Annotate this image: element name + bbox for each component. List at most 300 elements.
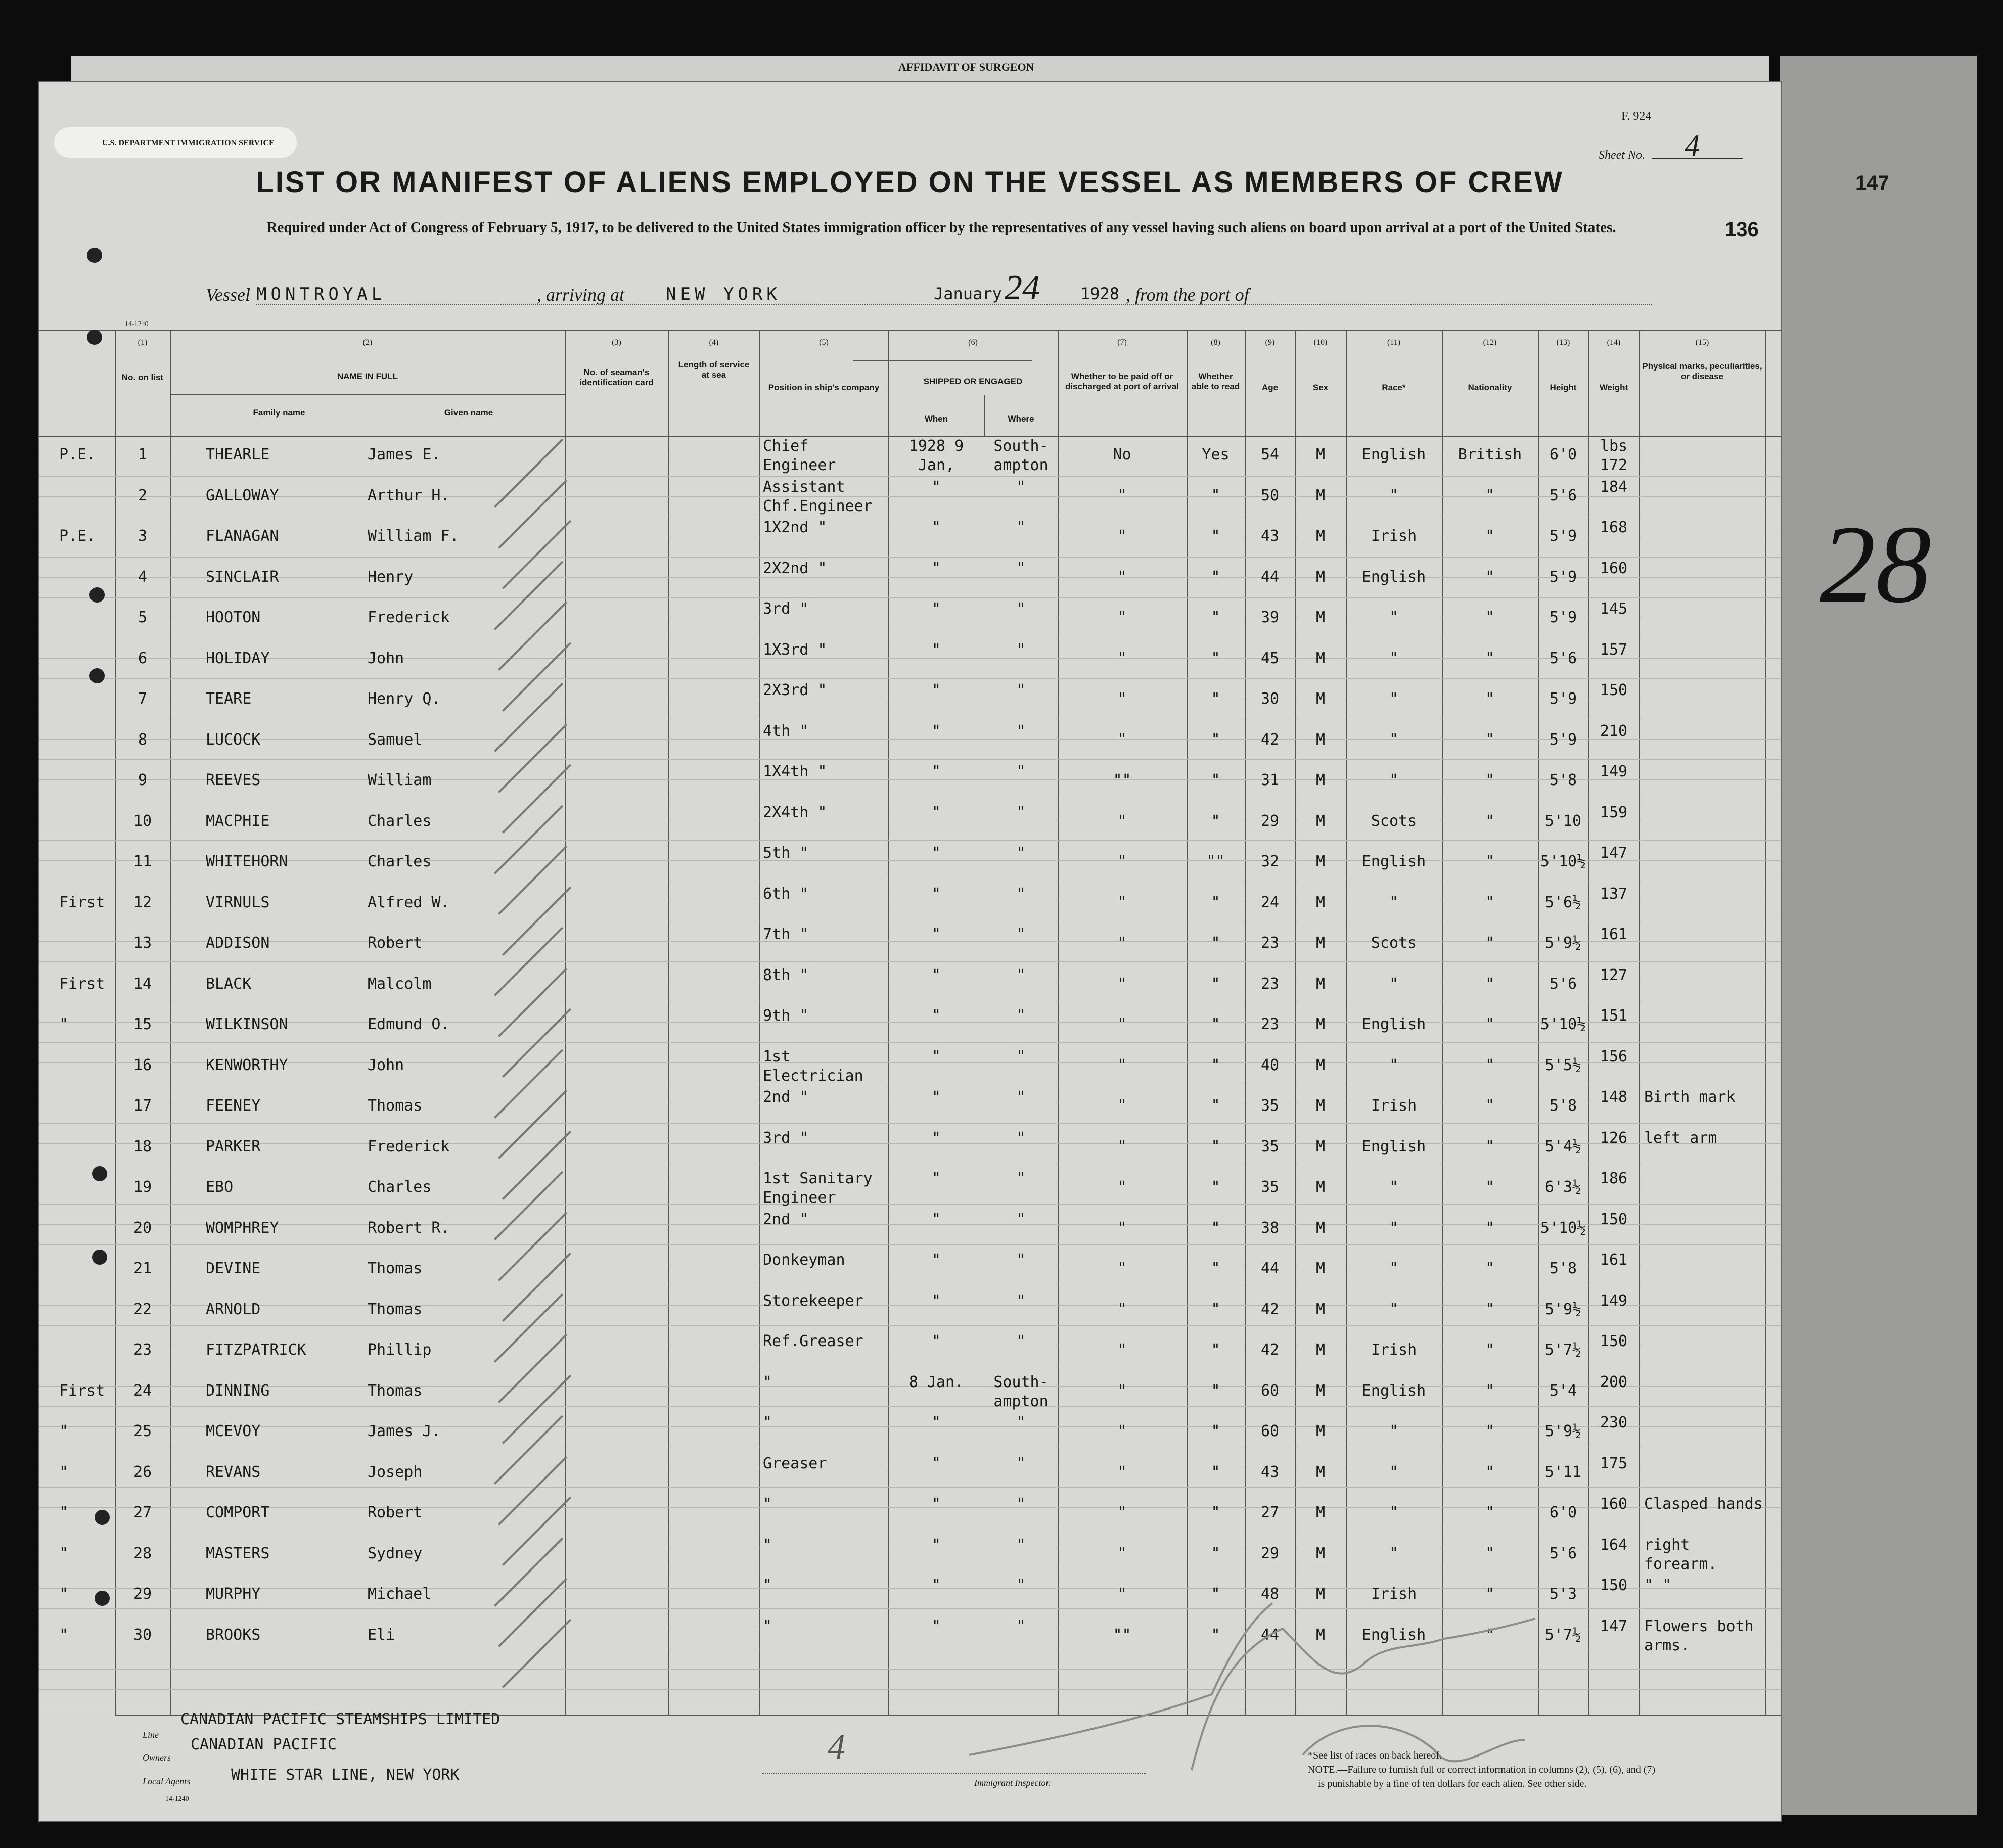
colnum-2: (2) xyxy=(362,338,373,347)
cell-height: 5'9 xyxy=(1549,527,1577,545)
cell-race: Irish xyxy=(1371,1341,1417,1359)
cell-height: 5'9½ xyxy=(1544,1422,1582,1440)
cell-given: Henry Q. xyxy=(368,690,441,708)
cell-given: Thomas xyxy=(368,1097,423,1115)
cell-position: 1X3rd " xyxy=(763,640,827,659)
cell-family: HOLIDAY xyxy=(206,649,270,667)
cell-given: Malcolm xyxy=(368,975,432,993)
cell-when: " xyxy=(931,1414,941,1431)
cell-paid: " xyxy=(1117,486,1127,504)
cell-position: 2X4th " xyxy=(763,803,827,821)
colnum-1: (1) xyxy=(138,338,148,347)
cell-race: " xyxy=(1389,1422,1399,1440)
cell-when: " xyxy=(931,559,941,577)
binder-hole xyxy=(87,248,102,263)
cell-age: 29 xyxy=(1260,812,1280,830)
cell-nat: " xyxy=(1485,1300,1495,1318)
cell-age: 32 xyxy=(1260,853,1280,870)
cell-no: 11 xyxy=(133,853,152,870)
cell-sex: M xyxy=(1315,1056,1326,1074)
cell-race: " xyxy=(1389,690,1399,708)
owners-name: CANADIAN PACIFIC xyxy=(191,1736,337,1753)
cell-family: COMPORT xyxy=(206,1504,270,1521)
cell-age: 40 xyxy=(1260,1056,1280,1074)
cell-nat: " xyxy=(1485,975,1495,993)
cell-when: " xyxy=(931,926,941,943)
adjacent-page-strip xyxy=(1780,56,1977,1815)
cell-position: " xyxy=(763,1536,772,1554)
cell-given: Robert xyxy=(368,1504,423,1521)
cell-no: 1 xyxy=(138,446,148,464)
cell-given: Joseph xyxy=(368,1463,423,1481)
cell-read: " xyxy=(1211,1585,1220,1603)
cell-position: Assistant Chf.Engineer xyxy=(763,478,873,515)
cell-nat: " xyxy=(1485,934,1495,952)
cell-paid: " xyxy=(1117,1178,1127,1196)
cell-height: 5'9½ xyxy=(1544,1300,1582,1318)
cell-read: " xyxy=(1211,690,1220,708)
cell-paid: " xyxy=(1117,1056,1127,1074)
hdr-age: Age xyxy=(1261,383,1279,392)
cell-nat: " xyxy=(1485,771,1495,789)
cell-weight: 186 xyxy=(1600,1170,1628,1187)
grid-line xyxy=(39,1244,1781,1245)
binder-hole xyxy=(92,1166,107,1181)
cell-mark: " xyxy=(59,1015,69,1033)
cell-age: 44 xyxy=(1260,568,1280,586)
table-top-border xyxy=(39,330,1781,331)
cell-family: SINCLAIR xyxy=(206,568,279,586)
cell-given: James E. xyxy=(368,446,441,464)
cell-position: 2X2nd " xyxy=(763,559,827,577)
cell-race: " xyxy=(1389,1219,1399,1237)
cell-family: DEVINE xyxy=(206,1260,261,1277)
form-code-bottom: 14-1240 xyxy=(165,1795,189,1803)
cell-phys: Flowers both arms. xyxy=(1644,1617,1754,1654)
cell-age: 38 xyxy=(1260,1219,1280,1237)
cell-no: 25 xyxy=(133,1422,152,1440)
cell-age: 39 xyxy=(1260,609,1280,626)
binder-hole xyxy=(92,1250,107,1265)
cell-paid: " xyxy=(1117,1544,1127,1562)
cell-race: " xyxy=(1389,1463,1399,1481)
grid-line xyxy=(39,476,1781,477)
cell-given: Phillip xyxy=(368,1341,432,1359)
cell-family: MACPHIE xyxy=(206,812,270,830)
cell-race: " xyxy=(1389,771,1399,789)
cell-where: " xyxy=(1016,1088,1026,1106)
cell-height: 5'6½ xyxy=(1544,893,1582,911)
footnote-note: NOTE.—Failure to furnish full or correct information in columns (2), (5), (6), and (7) xyxy=(1308,1764,1656,1775)
cell-position: 1st Sanitary Engineer xyxy=(763,1170,873,1207)
cell-mark: " xyxy=(59,1626,69,1644)
cell-family: THEARLE xyxy=(206,446,270,464)
cell-family: REEVES xyxy=(206,771,261,789)
arrival-year: 1928 xyxy=(1080,284,1120,303)
cell-age: 35 xyxy=(1260,1137,1280,1156)
cell-sex: M xyxy=(1315,1178,1326,1196)
cell-read: " xyxy=(1211,1097,1220,1115)
cell-race: " xyxy=(1389,1504,1399,1521)
cell-family: FLANAGAN xyxy=(206,527,279,545)
cell-race: " xyxy=(1389,730,1399,749)
cell-when: " xyxy=(931,1454,941,1472)
cell-family: GALLOWAY xyxy=(206,486,279,504)
top-label: AFFIDAVIT OF SURGEON xyxy=(898,61,1034,73)
cell-where: " xyxy=(1016,640,1026,659)
cell-height: 6'0 xyxy=(1549,1504,1577,1521)
cell-read: " xyxy=(1211,812,1220,830)
cell-race: English xyxy=(1361,1015,1426,1033)
dept-stamp-torn xyxy=(54,127,297,158)
page-title: LIST OR MANIFEST OF ALIENS EMPLOYED ON THE VESSEL AS MEMBERS OF CREW xyxy=(256,166,1564,199)
colnum-4: (4) xyxy=(709,338,719,347)
cell-no: 12 xyxy=(133,893,152,911)
cell-no: 22 xyxy=(133,1300,152,1318)
page-number-left: 136 xyxy=(1725,218,1759,241)
cell-position: Chief Engineer xyxy=(763,437,836,474)
cell-read: " xyxy=(1211,1015,1220,1033)
vessel-name: MONTROYAL xyxy=(256,284,386,304)
cell-weight: 151 xyxy=(1600,1007,1628,1025)
cell-when: " xyxy=(931,1536,941,1554)
cell-where: " xyxy=(1016,1454,1026,1472)
cell-paid: " xyxy=(1117,1097,1127,1115)
cell-family: EBO xyxy=(206,1178,234,1196)
cell-paid: " xyxy=(1117,649,1127,667)
binder-hole xyxy=(87,330,102,345)
cell-where: " xyxy=(1016,681,1026,699)
cell-position: Ref.Greaser xyxy=(763,1332,863,1350)
cell-family: DINNING xyxy=(206,1381,270,1400)
cell-nat: " xyxy=(1485,893,1495,911)
grid-line xyxy=(39,961,1781,962)
cell-height: 5'7½ xyxy=(1544,1626,1582,1644)
cell-when: " xyxy=(931,1617,941,1635)
cell-position: 3rd " xyxy=(763,1129,809,1147)
inspector-mark: 4 xyxy=(828,1728,845,1767)
cell-mark: " xyxy=(59,1544,69,1562)
cell-family: ARNOLD xyxy=(206,1300,261,1318)
cell-no: 17 xyxy=(133,1097,152,1115)
cell-weight: 150 xyxy=(1600,681,1628,699)
cell-read: " xyxy=(1211,609,1220,626)
cell-given: Alfred W. xyxy=(368,893,450,911)
arrival-day: 24 xyxy=(1005,268,1040,307)
cell-nat: " xyxy=(1485,1504,1495,1521)
cell-nat: British xyxy=(1458,446,1522,464)
cell-paid: " xyxy=(1117,730,1127,749)
cell-read: " xyxy=(1211,486,1220,504)
cell-no: 14 xyxy=(133,975,152,993)
cell-age: 54 xyxy=(1260,446,1280,464)
cell-given: Arthur H. xyxy=(368,486,450,504)
cell-when: " xyxy=(931,1332,941,1350)
cell-when: 8 Jan. xyxy=(908,1373,964,1391)
cell-read: " xyxy=(1211,1504,1220,1521)
cell-where: South-ampton xyxy=(993,437,1049,474)
cell-nat: " xyxy=(1485,1381,1495,1400)
cell-where: " xyxy=(1016,519,1026,536)
grid-line xyxy=(39,557,1781,558)
cell-family: WOMPHREY xyxy=(206,1219,279,1237)
hdr-nationality: Nationality xyxy=(1468,383,1512,392)
hdr-race: Race* xyxy=(1382,383,1406,392)
cell-when: " xyxy=(931,885,941,903)
cell-paid: " xyxy=(1117,1463,1127,1481)
cell-age: 42 xyxy=(1260,1341,1280,1359)
cell-read: Yes xyxy=(1202,446,1230,464)
colnum-10: (10) xyxy=(1313,338,1328,347)
cell-position: 9th " xyxy=(763,1007,809,1025)
arrival-port: NEW YORK xyxy=(666,284,781,304)
cell-no: 20 xyxy=(133,1219,152,1237)
cell-age: 42 xyxy=(1260,1300,1280,1318)
cell-nat: " xyxy=(1485,1260,1495,1277)
cell-when: " xyxy=(931,966,941,984)
cell-height: 5'9 xyxy=(1549,730,1577,749)
hdr-length-service: Length of service at sea xyxy=(678,360,750,380)
cell-when: " xyxy=(931,600,941,618)
cell-mark: First xyxy=(59,1381,105,1400)
cell-given: Michael xyxy=(368,1585,432,1603)
line-name: CANADIAN PACIFIC STEAMSHIPS LIMITED xyxy=(180,1711,500,1728)
colnum-15: (15) xyxy=(1695,338,1709,347)
cell-age: 42 xyxy=(1260,730,1280,749)
cell-age: 50 xyxy=(1260,486,1280,504)
cell-paid: " xyxy=(1117,934,1127,952)
cell-paid: " xyxy=(1117,1381,1127,1400)
cell-given: Thomas xyxy=(368,1300,423,1318)
cell-given: John xyxy=(368,1056,404,1074)
cell-weight: 161 xyxy=(1600,926,1628,943)
cell-age: 23 xyxy=(1260,975,1280,993)
cell-age: 31 xyxy=(1260,771,1280,789)
cell-paid: " xyxy=(1117,609,1127,626)
cell-where: " xyxy=(1016,926,1026,943)
cell-sex: M xyxy=(1315,446,1326,464)
hdr-name-in-full: NAME IN FULL xyxy=(337,372,398,381)
margin-handwritten-number: 28 xyxy=(1820,502,1931,626)
cell-read: " xyxy=(1211,893,1220,911)
cell-where: " xyxy=(1016,478,1026,496)
cell-height: 6'3½ xyxy=(1544,1178,1582,1196)
cell-position: 1X4th " xyxy=(763,763,827,780)
grid-line xyxy=(39,1123,1781,1124)
cell-sex: M xyxy=(1315,1585,1326,1603)
dept-stamp-text: U.S. DEPARTMENT IMMIGRATION SERVICE xyxy=(102,138,275,147)
cell-weight: 175 xyxy=(1600,1454,1628,1472)
cell-position: 5th " xyxy=(763,844,809,862)
cell-no: 21 xyxy=(133,1260,152,1277)
cell-family: HOOTON xyxy=(206,609,261,626)
cell-family: REVANS xyxy=(206,1463,261,1481)
cell-age: 60 xyxy=(1260,1422,1280,1440)
cell-age: 27 xyxy=(1260,1504,1280,1521)
cell-read: " xyxy=(1211,1381,1220,1400)
grid-line xyxy=(39,597,1781,598)
colnum-7: (7) xyxy=(1117,338,1127,347)
cell-nat: " xyxy=(1485,486,1495,504)
footnote-races: *See list of races on back hereof. xyxy=(1308,1750,1442,1761)
cell-weight: 157 xyxy=(1600,640,1628,659)
cell-weight: 147 xyxy=(1600,1617,1628,1635)
cell-height: 5'4½ xyxy=(1544,1137,1582,1156)
cell-where: " xyxy=(1016,1210,1026,1228)
cell-race: English xyxy=(1361,853,1426,870)
cell-nat: " xyxy=(1485,730,1495,749)
cell-family: BROOKS xyxy=(206,1626,261,1644)
cell-paid: " xyxy=(1117,1585,1127,1603)
cell-height: 5'4 xyxy=(1549,1381,1577,1400)
cell-no: 7 xyxy=(138,690,148,708)
cell-race: Irish xyxy=(1371,1097,1417,1115)
cell-paid: "" xyxy=(1113,771,1131,789)
cell-where: " xyxy=(1016,1617,1026,1635)
cell-no: 8 xyxy=(138,730,148,749)
cell-sex: M xyxy=(1315,771,1326,789)
cell-given: Thomas xyxy=(368,1260,423,1277)
grid-line xyxy=(39,1042,1781,1043)
cell-nat: " xyxy=(1485,1137,1495,1156)
cell-paid: " xyxy=(1117,1219,1127,1237)
cell-given: Robert R. xyxy=(368,1219,450,1237)
cell-position: 7th " xyxy=(763,926,809,943)
cell-age: 44 xyxy=(1260,1260,1280,1277)
cell-read: " xyxy=(1211,1137,1220,1156)
cell-where: " xyxy=(1016,1495,1026,1513)
cell-sex: M xyxy=(1315,690,1326,708)
cell-nat: " xyxy=(1485,1626,1495,1644)
cell-sex: M xyxy=(1315,1137,1326,1156)
cell-read: " xyxy=(1211,568,1220,586)
owners-label: Owners xyxy=(143,1752,171,1763)
cell-no: 15 xyxy=(133,1015,152,1033)
cell-given: Eli xyxy=(368,1626,395,1644)
binder-hole xyxy=(89,587,105,603)
cell-mark: " xyxy=(59,1463,69,1481)
cell-family: KENWORTHY xyxy=(206,1056,288,1074)
cell-mark: " xyxy=(59,1504,69,1521)
cell-where: " xyxy=(1016,1291,1026,1310)
cell-where: " xyxy=(1016,1047,1026,1066)
cell-no: 16 xyxy=(133,1056,152,1074)
cell-when: " xyxy=(931,681,941,699)
cell-race: English xyxy=(1361,1626,1426,1644)
cell-no: 27 xyxy=(133,1504,152,1521)
cell-position: Storekeeper xyxy=(763,1291,863,1310)
cell-paid: No xyxy=(1113,446,1131,464)
inspector-line xyxy=(762,1773,1146,1774)
cell-height: 5'9½ xyxy=(1544,934,1582,952)
cell-family: VIRNULS xyxy=(206,893,270,911)
cell-race: Irish xyxy=(1371,1585,1417,1603)
cell-nat: " xyxy=(1485,1178,1495,1196)
cell-where: " xyxy=(1016,966,1026,984)
cell-where: South-ampton xyxy=(993,1373,1049,1410)
cell-nat: " xyxy=(1485,1015,1495,1033)
cell-position: 2nd " xyxy=(763,1210,809,1228)
colnum-3: (3) xyxy=(612,338,621,347)
cell-weight: 156 xyxy=(1600,1047,1628,1066)
cell-race: " xyxy=(1389,1544,1399,1562)
arrival-month: January xyxy=(934,284,1002,303)
cell-family: WHITEHORN xyxy=(206,853,288,870)
cell-position: 6th " xyxy=(763,885,809,903)
cell-mark: " xyxy=(59,1422,69,1440)
cell-race: " xyxy=(1389,1260,1399,1277)
cell-sex: M xyxy=(1315,1626,1326,1644)
agents-name: WHITE STAR LINE, NEW YORK xyxy=(231,1766,460,1784)
cell-paid: " xyxy=(1117,1015,1127,1033)
cell-paid: "" xyxy=(1113,1626,1131,1644)
cell-height: 5'6 xyxy=(1549,975,1577,993)
hdr-id-card: No. of seaman's identification card xyxy=(579,367,654,387)
cell-when: " xyxy=(931,1291,941,1310)
cell-read: " xyxy=(1211,771,1220,789)
cell-age: 43 xyxy=(1260,527,1280,545)
cell-sex: M xyxy=(1315,853,1326,870)
cell-read: " xyxy=(1211,975,1220,993)
cell-when: " xyxy=(931,844,941,862)
cell-age: 43 xyxy=(1260,1463,1280,1481)
cell-where: " xyxy=(1016,559,1026,577)
sheet-number: 4 xyxy=(1685,129,1700,162)
cell-nat: " xyxy=(1485,1097,1495,1115)
colnum-5: (5) xyxy=(819,338,829,347)
cell-height: 5'10½ xyxy=(1540,1015,1586,1033)
page-number-right: 147 xyxy=(1855,172,1889,194)
cell-race: English xyxy=(1361,568,1426,586)
cell-race: " xyxy=(1389,1178,1399,1196)
cell-sex: M xyxy=(1315,1544,1326,1562)
colnum-12: (12) xyxy=(1483,338,1497,347)
cell-no: 29 xyxy=(133,1585,152,1603)
cell-read: " xyxy=(1211,1056,1220,1074)
cell-sex: M xyxy=(1315,1422,1326,1440)
cell-read: " xyxy=(1211,1463,1220,1481)
cell-race: " xyxy=(1389,1300,1399,1318)
cell-no: 9 xyxy=(138,771,148,789)
hdr-where: Where xyxy=(1008,414,1034,424)
cell-given: John xyxy=(368,649,404,667)
cell-phys: left arm xyxy=(1644,1129,1717,1147)
hdr-height: Height xyxy=(1550,383,1577,392)
page-subtitle: Required under Act of Congress of February 5, 1917, to be delivered to the United States immigration officer by the representatives of any vessel having such aliens on board upon arrival at a port of the United States. xyxy=(266,219,1616,236)
cell-sex: M xyxy=(1315,1260,1326,1277)
cell-weight: 149 xyxy=(1600,763,1628,780)
colnum-9: (9) xyxy=(1265,338,1275,347)
cell-read: " xyxy=(1211,649,1220,667)
cell-sex: M xyxy=(1315,812,1326,830)
colnum-11: (11) xyxy=(1387,338,1401,347)
cell-weight: 160 xyxy=(1600,1495,1628,1513)
cell-sex: M xyxy=(1315,1504,1326,1521)
cell-family: FEENEY xyxy=(206,1097,261,1115)
cell-where: " xyxy=(1016,763,1026,780)
cell-height: 5'9 xyxy=(1549,609,1577,626)
cell-where: " xyxy=(1016,803,1026,821)
cell-given: Charles xyxy=(368,812,432,830)
cell-when: " xyxy=(931,722,941,740)
cell-given: William F. xyxy=(368,527,459,545)
cell-nat: " xyxy=(1485,1463,1495,1481)
sheet-label: Sheet No. xyxy=(1599,149,1645,162)
cell-where: " xyxy=(1016,1007,1026,1025)
grid-line xyxy=(39,759,1781,760)
hdr-position: Position in ship's company xyxy=(768,383,880,392)
hdr-physical: Physical marks, peculiarities, or disease xyxy=(1642,361,1762,381)
